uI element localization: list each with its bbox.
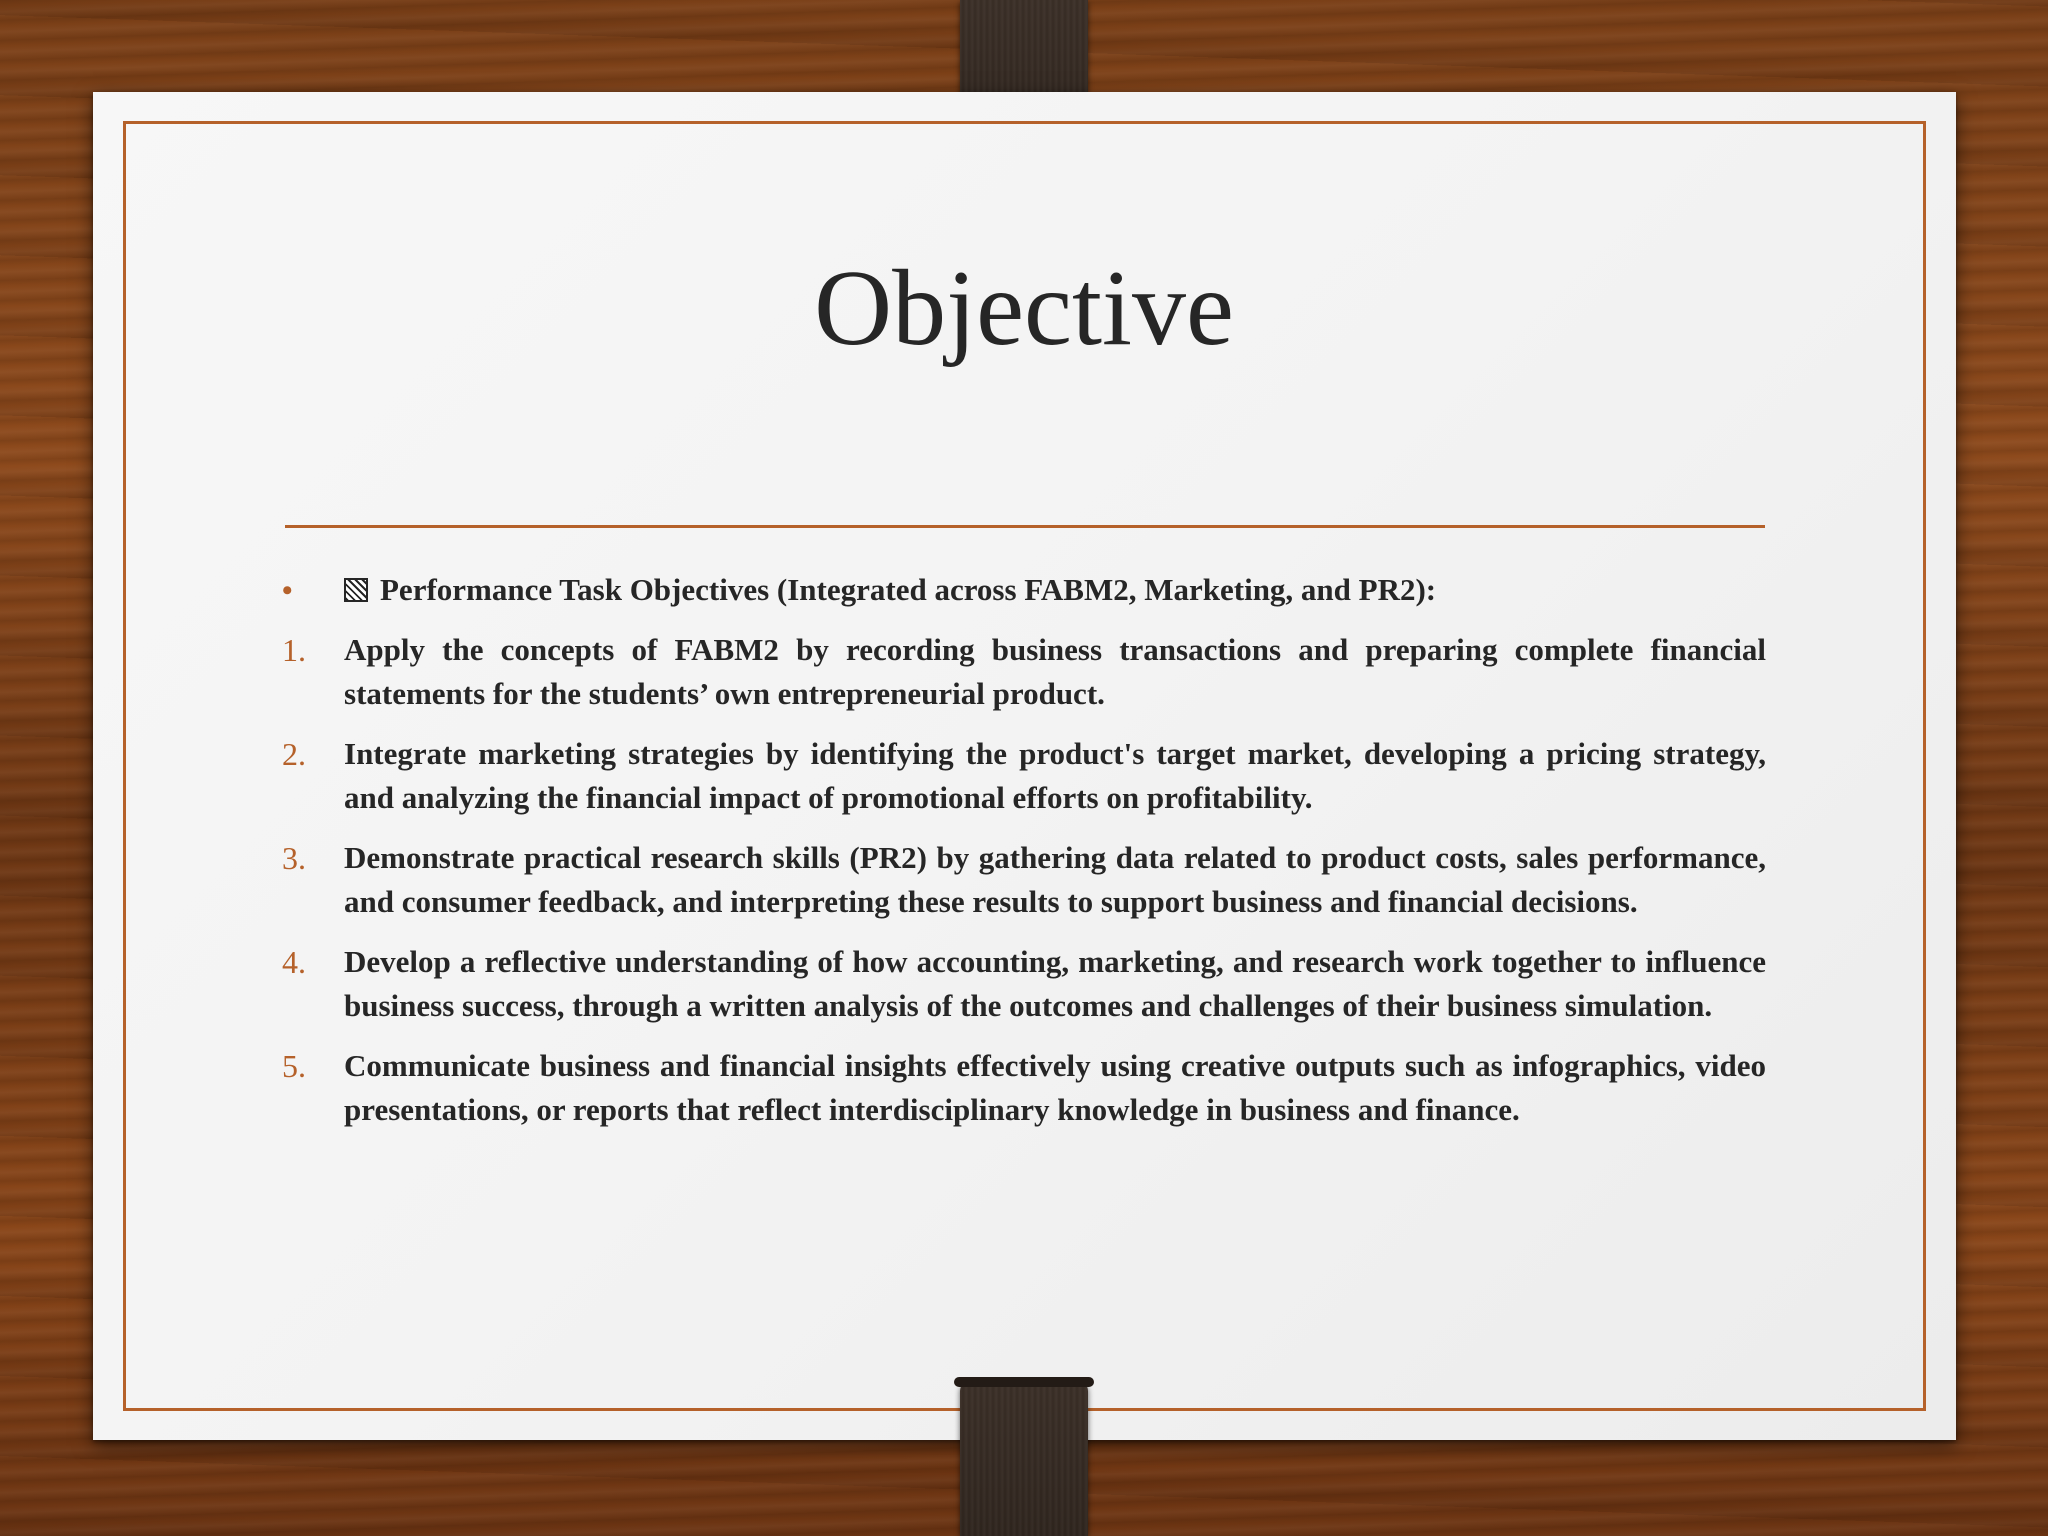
list-item-number: 3. [282,840,306,876]
list-item-text: Develop a reflective understanding of how accounting, marketing, and research work together to influence business success, through a written analysis of the outcomes and challenges of their business simulation. [344,944,1766,1023]
bottom-strap [960,1381,1088,1536]
list-item [282,836,1766,924]
list-item-number: 5. [282,1048,306,1084]
slide-title: Objective [814,249,1234,368]
list-item-number: 4. [282,944,306,980]
hatched-square-icon [344,578,368,602]
list-item-text: Communicate business and financial insights effectively using creative outputs such as infographics, video presentations, or reports that reflect interdisciplinary knowledge in business and finance. [344,1048,1766,1127]
bullet-heading-text: Performance Task Objectives (Integrated across FABM2, Marketing, and PR2): [380,572,1437,607]
list-item-number: 2. [282,736,306,772]
list-item [282,940,1766,1028]
bullet-heading-row [282,568,1766,613]
slide-content [282,568,1766,1148]
bullet-heading [344,568,1436,612]
list-item [282,732,1766,820]
bullet-dot-icon: • [282,574,293,607]
title-divider [285,525,1765,528]
list-item [282,628,1766,716]
list-item-text: Demonstrate practical research skills (PR2) by gathering data related to product costs, sales performance, and consumer feedback, and interpreting these results to support business and financial decisions. [344,840,1766,919]
list-item-number: 1. [282,632,306,668]
list-item-text: Apply the concepts of FABM2 by recording business transactions and preparing complete financial statements for the students’ own entrepreneurial product. [344,632,1766,711]
list-item-text: Integrate marketing strategies by identifying the product's target market, developing a pricing strategy, and analyzing the financial impact of promotional efforts on profitability. [344,736,1766,815]
list-item [282,1044,1766,1132]
bottom-strap-lip [954,1377,1094,1387]
